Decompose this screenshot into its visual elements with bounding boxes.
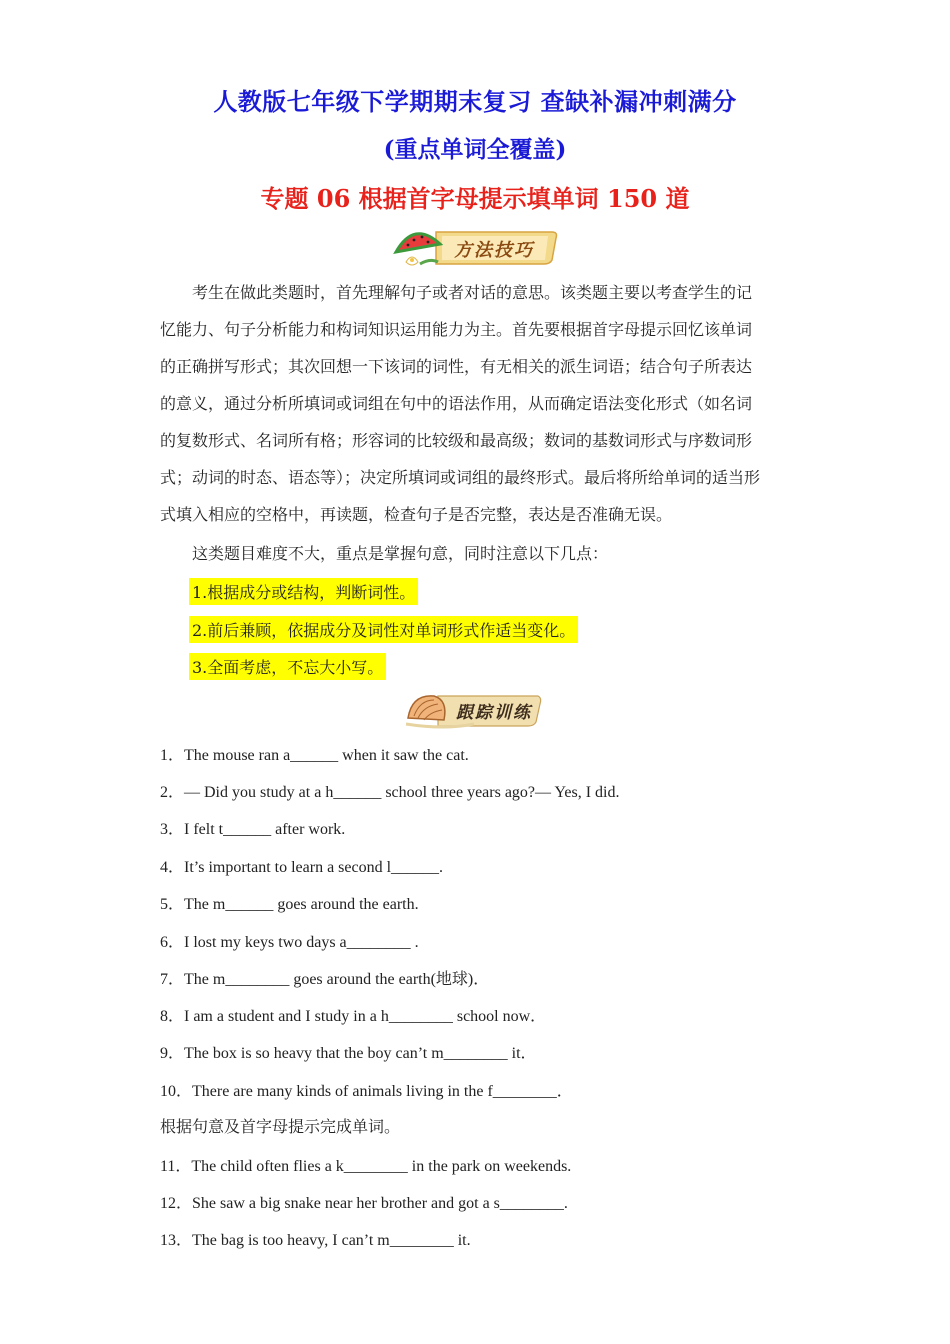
question-2: 2．— Did you study at a h______ school three years ago?— Yes, I did. (160, 784, 620, 801)
document-page: 人教版七年级下学期期末复习 查缺补漏冲刺满分 (重点单词全覆盖) 专题 06 根据首字母提示填单词 150 道 方法技巧 考生在做此类题时，首先理解句子或者对话的意思。该类题主要以考查学生的记 忆能力、句子分析能力和构词知识运用能力为主。首先要根据首字母提示回忆该单词 的正确拼写形式；其次回想一下该词的词性，有无相关的派生词语；结合句子所表达 的意义，通过分析所填词或词组在句中的语法作用，从而确定语法变化形式（如名词 的复数形式、名词所有格；形容词的比较级和最高级；数词的基数词形式与序数词形 式；动词的时态、语态等）；决定所填词或词组的最终形式。最后将所给单词的适当形 式填入相应的空格中，再读题，检查句子是否完整，表达是否准确无误。 这类题目难度不大，重点是掌握句意，同时注意以下几点： 1.根据成分或结构，判断词性。 2.前后兼顾，依据成分及词性对单词形式作适当变化。 3.全面考虑，不忘大小写。 跟踪训练 1．The mouse ran a______ when it saw the cat. 2．— Did you study at a h______ school three years ago?— Yes, I did. 3．I felt t______ after work. 4．It’s important to learn a second l______. 5．The m______ goes around the earth. 6．I lost my keys two days a________ . 7．The m________ goes around the earth(地球)． 8．I am a student and I study in a h________ school now． 9．The box is so heavy that the boy can’t m________ it． 10．There are many kinds of animals living in the f________． 根据句意及首字母提示完成单词。 11．The child often flies a k________ in the park on weekends. 12．She saw a big snake near her brother and got a s________. 13．The bag is too heavy, I can’t m________ it. (0, 0, 950, 1344)
question-8: 8．I am a student and I study in a h________ school now． (160, 1008, 547, 1025)
document-subtitle: (重点单词全覆盖) (383, 136, 567, 163)
question-13: 13．The bag is too heavy, I can’t m________ it. (160, 1232, 471, 1249)
intro-line: 式填入相应的空格中，再读题，检查句子是否完整，表达是否准确无误。 (160, 505, 673, 524)
question-1: 1．The mouse ran a______ when it saw the cat. (160, 747, 469, 764)
intro-paragraph (160, 280, 792, 540)
section-instruction: 根据句意及首字母提示完成单词。 (160, 1117, 401, 1136)
practice-banner-label: 跟踪训练 (456, 703, 532, 723)
intro-line: 考生在做此类题时，首先理解句子或者对话的意思。该类题主要以考查学生的记 (192, 283, 753, 302)
question-12: 12．She saw a big snake near her brother and got a s________. (160, 1195, 568, 1212)
intro-line: 忆能力、句子分析能力和构词知识运用能力为主。首先要根据首字母提示回忆该单词 (160, 320, 753, 339)
topic-title: 专题 06 根据首字母提示填单词 150 道 (260, 184, 690, 213)
intro-line: 的复数形式、名词所有格；形容词的比较级和最高级；数词的基数词形式与序数词形 (160, 431, 753, 450)
question-7: 7．The m________ goes around the earth(地球)． (160, 971, 490, 988)
method-banner (392, 222, 560, 270)
intro-line: 的正确拼写形式；其次回想一下该词的词性，有无相关的派生词语；结合句子所表达 (160, 357, 753, 376)
question-10: 10．There are many kinds of animals living in the f________． (160, 1083, 573, 1100)
question-3: 3．I felt t______ after work. (160, 821, 346, 838)
question-4: 4．It’s important to learn a second l______. (160, 859, 444, 876)
question-5: 5．The m______ goes around the earth. (160, 896, 419, 913)
document-title: 人教版七年级下学期期末复习 查缺补漏冲刺满分 (213, 87, 737, 116)
intro-line: 式；动词的时态、语态等）；决定所填词或词组的最终形式。最后将所给单词的适当形 (160, 468, 761, 487)
practice-banner (404, 686, 544, 730)
method-banner-label: 方法技巧 (454, 240, 534, 261)
intro-line: 的意义，通过分析所填词或词组在句中的语法作用，从而确定语法变化形式（如名词 (160, 394, 753, 413)
question-6: 6．I lost my keys two days a________ . (160, 934, 419, 951)
question-11: 11．The child often flies a k________ in the park on weekends. (160, 1158, 572, 1175)
question-9: 9．The box is so heavy that the boy can’t m________ it． (160, 1045, 537, 1062)
